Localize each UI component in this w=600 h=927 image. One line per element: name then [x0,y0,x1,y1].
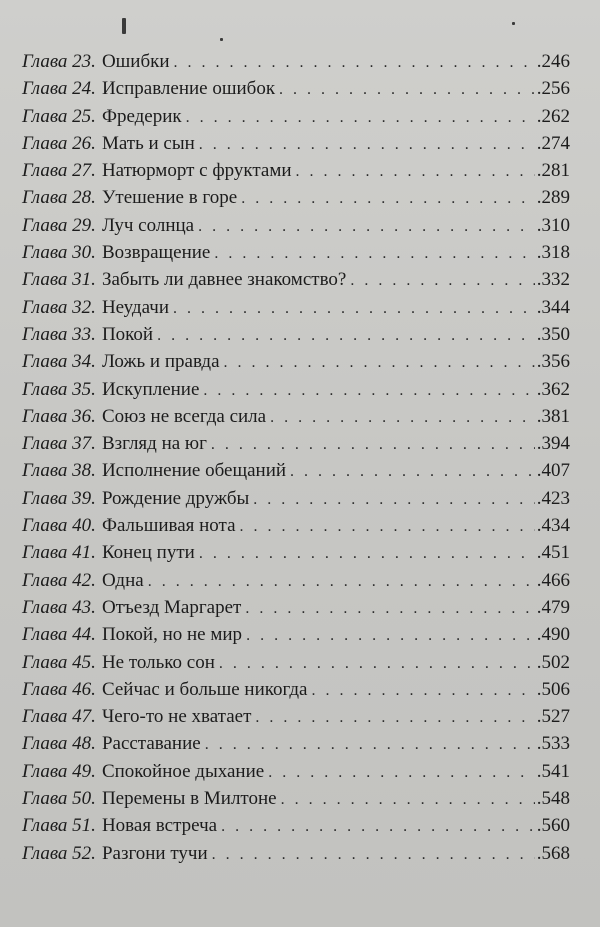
chapter-label: Глава 30. [22,242,96,264]
dot-leader [240,513,535,540]
chapter-title: Союз не всегда сила [101,405,267,427]
toc-entry [22,621,570,648]
page-number: .356 [536,351,570,373]
chapter-label: Глава 51. [22,815,96,837]
dot-leader [186,104,535,131]
toc-entry [22,840,570,867]
chapter-label: Глава 29. [22,214,96,236]
dot-leader [241,185,535,212]
toc-entry [22,48,570,75]
toc-entry [22,785,570,812]
page-number: .568 [536,842,570,864]
page-number: .310 [536,214,570,236]
dot-leader [281,786,535,813]
toc-entry [22,184,570,211]
table-of-contents [22,48,570,867]
toc-entry [22,348,570,375]
toc-entry [22,103,570,130]
page-number: .533 [536,733,570,755]
chapter-title: Перемены в Милтоне [101,788,277,810]
toc-entry [22,321,570,348]
chapter-label: Глава 23. [22,51,96,72]
chapter-label: Глава 48. [22,733,96,755]
dot-leader [174,49,535,76]
chapter-label: Глава 32. [22,296,96,318]
chapter-label: Глава 41. [22,542,96,564]
chapter-title: Взгляд на юг [101,433,207,455]
chapter-label: Глава 44. [22,624,96,646]
page-number: .281 [536,160,570,182]
chapter-title: Расставание [101,733,201,755]
chapter-title: Покой [101,323,154,345]
toc-entry [22,594,570,621]
chapter-title: Фредерик [101,105,182,127]
toc-entry [22,457,570,484]
dot-leader [296,158,535,185]
chapter-label: Глава 37. [22,433,96,455]
chapter-title: Утешение в горе [101,187,238,209]
chapter-label: Глава 26. [22,132,96,154]
print-speck [220,38,223,41]
chapter-label: Глава 27. [22,160,96,182]
toc-entry [22,430,570,457]
page-number: .318 [536,242,570,264]
page-number: .548 [536,788,570,810]
chapter-label: Глава 33. [22,323,96,345]
page-number: .451 [536,542,570,564]
chapter-title: Ошибки [101,51,170,72]
toc-entry [22,703,570,730]
toc-entry [22,812,570,839]
page-number: .362 [536,378,570,400]
dot-leader [255,704,534,731]
chapter-title: Покой, но не мир [101,624,243,646]
chapter-title: Ложь и правда [101,351,220,373]
chapter-label: Глава 28. [22,187,96,209]
toc-entry [22,130,570,157]
page-number: .262 [536,105,570,127]
chapter-label: Глава 40. [22,515,96,537]
toc-entry [22,75,570,102]
dot-leader [173,295,535,322]
dot-leader [198,213,535,240]
toc-entry [22,239,570,266]
page-number: .466 [536,569,570,591]
dot-leader [350,267,534,294]
dot-leader [270,404,535,431]
page-number: .289 [536,187,570,209]
dot-leader [212,841,535,868]
toc-entry [22,485,570,512]
chapter-title: Разгони тучи [101,842,208,864]
chapter-label: Глава 36. [22,405,96,427]
chapter-title: Отъезд Маргарет [101,596,242,618]
chapter-label: Глава 52. [22,842,96,864]
chapter-title: Одна [101,569,144,591]
page-number: .479 [536,596,570,618]
toc-entry [22,730,570,757]
chapter-title: Мать и сын [101,132,195,154]
page-number: .423 [536,487,570,509]
dot-leader [221,813,535,840]
chapter-label: Глава 39. [22,487,96,509]
page-number: .350 [536,323,570,345]
chapter-label: Глава 50. [22,788,96,810]
dot-leader [199,131,535,158]
chapter-label: Глава 42. [22,569,96,591]
chapter-title: Сейчас и больше никогда [101,678,308,700]
page-number: .274 [536,132,570,154]
toc-entry [22,212,570,239]
toc-entry [22,376,570,403]
dot-leader [290,458,535,485]
dot-leader [224,349,535,376]
dot-leader [245,595,534,622]
toc-entry [22,157,570,184]
dot-leader [203,377,534,404]
chapter-title: Новая встреча [101,815,218,837]
chapter-title: Натюрморт с фруктами [101,160,292,182]
toc-entry [22,294,570,321]
page-number: .490 [536,624,570,646]
page-number: .434 [536,515,570,537]
page-number: .527 [536,706,570,728]
toc-entry [22,512,570,539]
page-number: .394 [536,433,570,455]
page-number: .246 [536,51,570,72]
toc-entry [22,649,570,676]
chapter-title: Рождение дружбы [101,487,250,509]
chapter-label: Глава 31. [22,269,96,291]
page-number: .541 [536,760,570,782]
dot-leader [279,76,535,103]
page-number: .332 [536,269,570,291]
chapter-title: Фальшивая нота [101,515,236,537]
chapter-label: Глава 24. [22,78,96,100]
chapter-title: Конец пути [101,542,195,564]
page-number: .344 [536,296,570,318]
dot-leader [148,568,535,595]
chapter-label: Глава 35. [22,378,96,400]
print-speck [512,22,515,25]
page-number: .407 [536,460,570,482]
toc-entry [22,676,570,703]
dot-leader [246,622,535,649]
dot-leader [311,677,534,704]
chapter-label: Глава 47. [22,706,96,728]
toc-entry [22,403,570,430]
page-number: .560 [536,815,570,837]
chapter-label: Глава 38. [22,460,96,482]
page-number: .502 [536,651,570,673]
chapter-label: Глава 49. [22,760,96,782]
page-number: .381 [536,405,570,427]
chapter-label: Глава 46. [22,678,96,700]
chapter-label: Глава 43. [22,596,96,618]
chapter-label: Глава 34. [22,351,96,373]
chapter-title: Исполнение обещаний [101,460,287,482]
dot-leader [214,240,534,267]
dot-leader [211,431,535,458]
dot-leader [268,759,535,786]
chapter-title: Исправление ошибок [101,78,276,100]
chapter-title: Искупление [101,378,200,400]
dot-leader [219,650,535,677]
chapter-title: Чего-то не хватает [101,706,252,728]
chapter-title: Неудачи [101,296,169,318]
toc-entry [22,266,570,293]
page-number: .256 [536,78,570,100]
dot-leader [157,322,535,349]
print-speck [122,18,126,34]
page-number: .506 [536,678,570,700]
toc-entry [22,567,570,594]
toc-entry [22,539,570,566]
chapter-title: Луч солнца [101,214,195,236]
chapter-title: Возвращение [101,242,211,264]
chapter-label: Глава 45. [22,651,96,673]
dot-leader [253,486,534,513]
dot-leader [199,540,535,567]
chapter-title: Не только сон [101,651,215,673]
chapter-title: Забыть ли давнее знакомство? [101,269,347,291]
toc-entry [22,758,570,785]
chapter-title: Спокойное дыхание [101,760,265,782]
dot-leader [205,731,535,758]
chapter-label: Глава 25. [22,105,96,127]
